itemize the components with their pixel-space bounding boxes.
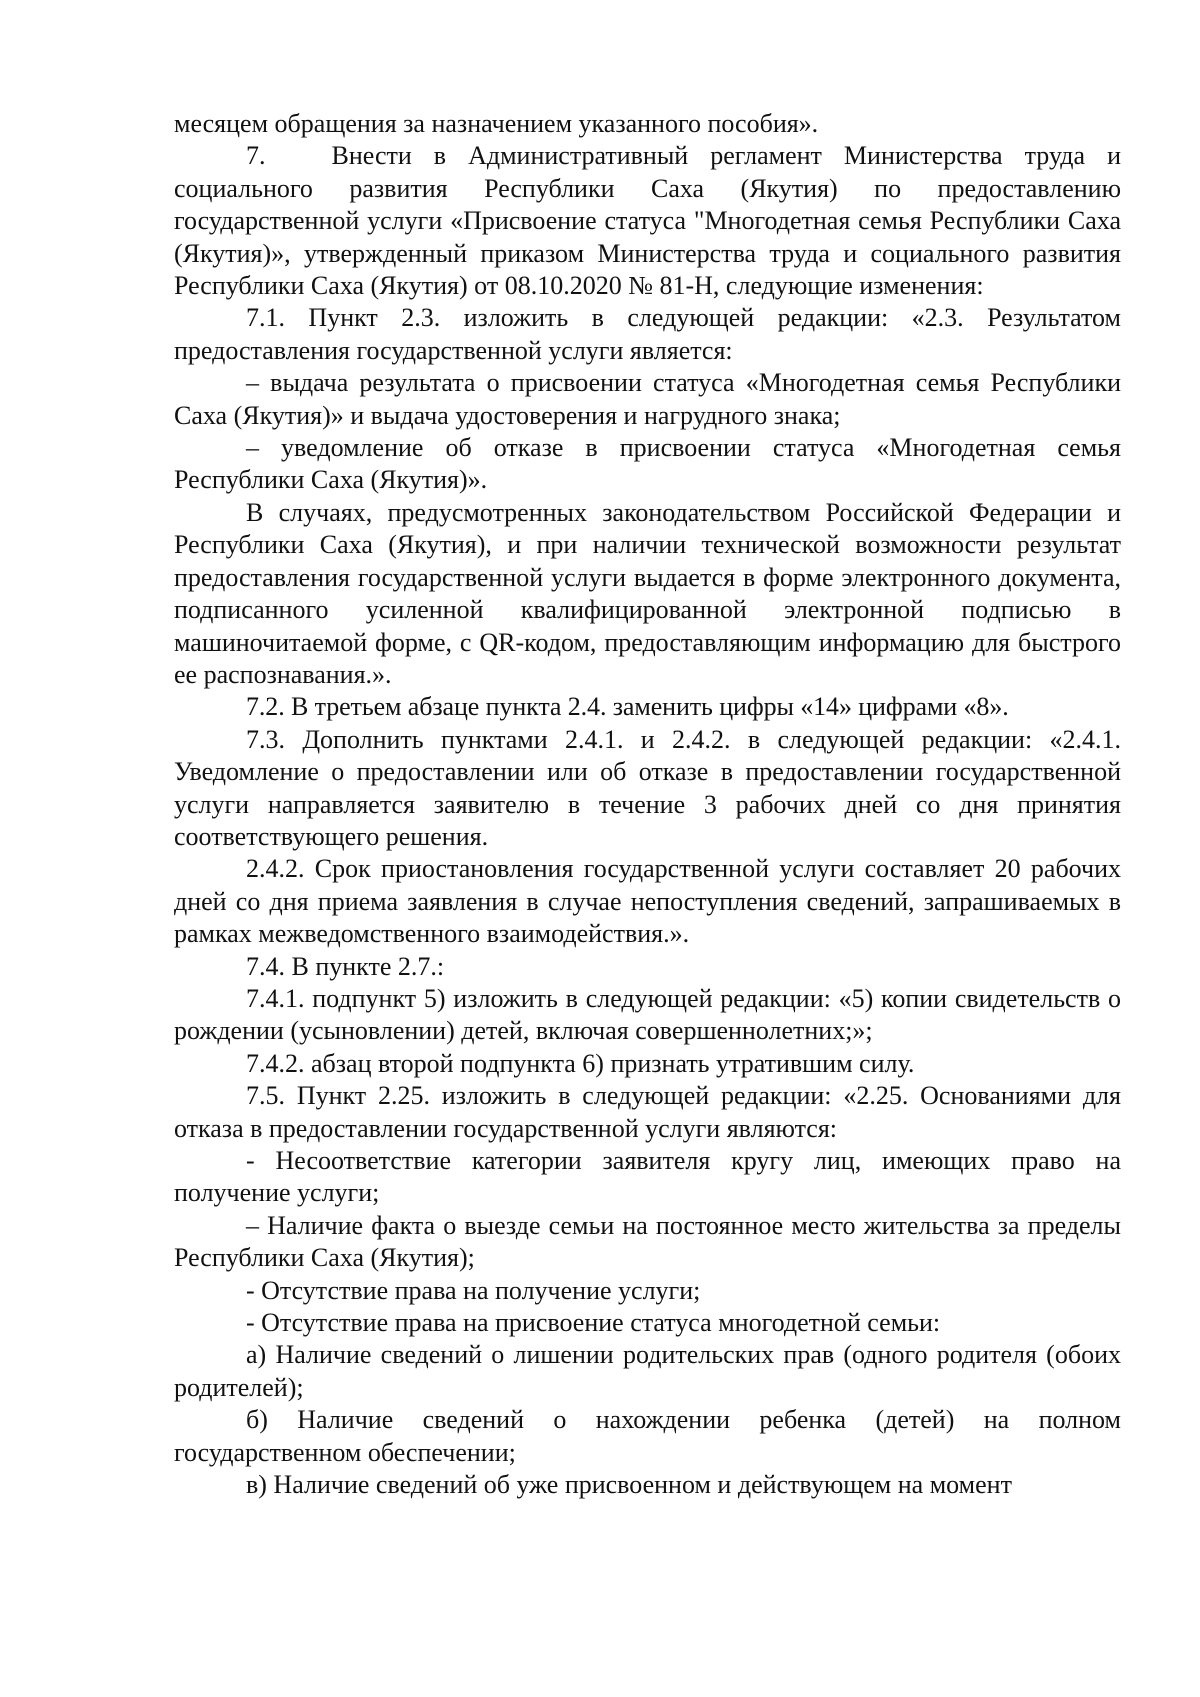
paragraph-item-2-4-2: 2.4.2. Срок приостановления государственной услуги составляет 20 рабочих дней со дня приема заявления в случае непоступления сведений, запрашиваемых в рамках межведомственного взаимодействия.». [174,854,1121,949]
paragraph-continuation: месяцем обращения за назначением указанного пособия». [174,109,819,138]
paragraph-subitem-v: в) Наличие сведений об уже присвоенном и действующем на момент [246,1470,1012,1500]
paragraph-item-7-2: 7.2. В третьем абзаце пункта 2.4. заменить цифры «14» цифрами «8». [246,692,1009,722]
paragraph-refusal-no-right: - Отсутствие права на получение услуги; [246,1275,701,1305]
paragraph-refusal-no-status-right: - Отсутствие права на присвоение статуса многодетной семьи: [246,1308,941,1338]
paragraph-refusal-departure: – Наличие факта о выезде семьи на постоянное место жительства за пределы Республики Саха (Якутия); [174,1210,1121,1273]
paragraph-item-7-4-2: 7.4.2. абзац второй подпункта 6) признать утратившим силу. [246,1048,915,1078]
paragraph-item-7-1: 7.1. Пункт 2.3. изложить в следующей редакции: «2.3. Результатом предоставления государственной услуги является: [174,303,1121,365]
paragraph-electronic-document: В случаях, предусмотренных законодательством Российской Федерации и Республики Саха (Якутия), и при наличии технической возможности результат предоставления государственной услуги выдается в форме электронного документа, подписанного усиленной квалифицированной электронной подписью в машиночитаемой форме, с QR-кодом, предоставляющим информацию для быстрого ее распознавания.». [174,497,1121,689]
paragraph-item-7-4-1: 7.4.1. подпункт 5) изложить в следующей редакции: «5) копии свидетельств о рождении (усыновлении) детей, включая совершеннолетних;»; [174,983,1121,1046]
paragraph-item-7: 7. Внести в Административный регламент Министерства труда и социального развития Республики Саха (Якутия) по предоставлению государственной услуги «Присвоение статуса "Многодетная семья Республики Саха (Якутия)», утвержденный приказом Министерства труда и социального развития Республики Саха (Якутия) от 08.10.2020 № 81-Н, следующие изменения: [174,141,1121,301]
paragraph-item-7-3: 7.3. Дополнить пунктами 2.4.1. и 2.4.2. в следующей редакции: «2.4.1. Уведомление о предоставлении или об отказе в предоставлении государственной услуги направляется заявителю в течение 3 рабочих дней со дня принятия соответствующего решения. [174,724,1121,851]
paragraph-result-issue: – выдача результата о присвоении статуса «Многодетная семья Республики Саха (Якутия)» и выдача удостоверения и нагрудного знака; [174,368,1121,430]
paragraph-result-refusal: – уведомление об отказе в присвоении статуса «Многодетная семья Республики Саха (Якутия)». [174,433,1121,495]
document-page [174,108,1121,1501]
paragraph-subitem-a: а) Наличие сведений о лишении родительских прав (одного родителя (обоих родителей); [174,1340,1121,1402]
paragraph-item-7-5: 7.5. Пункт 2.25. изложить в следующей редакции: «2.25. Основаниями для отказа в предоставлении государственной услуги являются: [174,1081,1121,1143]
paragraph-subitem-b: б) Наличие сведений о нахождении ребенка (детей) на полном государственном обеспечении; [174,1405,1121,1467]
paragraph-refusal-category: - Несоответствие категории заявителя кругу лиц, имеющих право на получение услуги; [174,1146,1121,1208]
paragraph-item-7-4: 7.4. В пункте 2.7.: [246,951,445,981]
